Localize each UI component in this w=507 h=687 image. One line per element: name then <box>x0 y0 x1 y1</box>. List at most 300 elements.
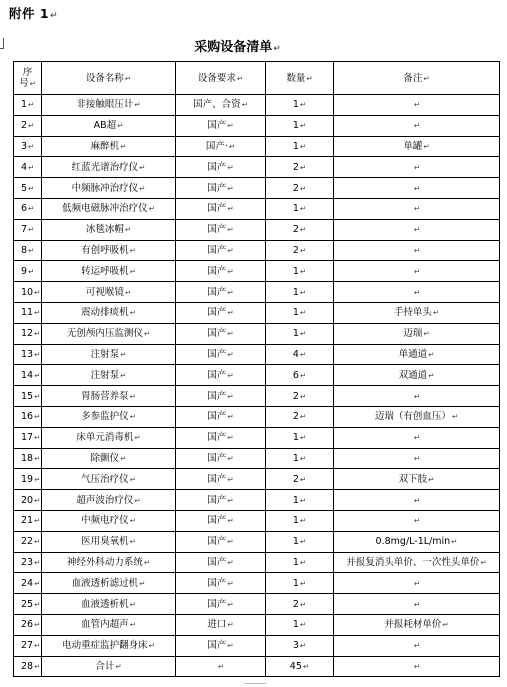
paragraph-mark-icon: ↵ <box>413 516 421 526</box>
paragraph-mark-icon: ↵ <box>28 245 35 255</box>
cell-name <box>42 115 176 136</box>
cell-no <box>14 490 42 511</box>
table-row <box>14 386 500 407</box>
cell-qty-text: 1 <box>292 140 299 152</box>
cell-name-text: AB超 <box>93 120 117 132</box>
cell-req <box>176 198 266 219</box>
paragraph-mark-icon: ↵ <box>34 433 41 443</box>
paragraph-mark-icon: ↵ <box>227 329 234 339</box>
paragraph-mark-icon: ↵ <box>34 516 41 526</box>
cell-no-text: 3 <box>21 140 28 152</box>
paragraph-mark-icon: ↵ <box>299 412 307 422</box>
paragraph-mark-icon: ↵ <box>117 121 124 131</box>
cell-name-text: 中频脉冲治疗仪 <box>71 182 139 194</box>
paragraph-mark-icon: ↵ <box>227 620 234 630</box>
cell-name-text: 血液透析滤过机 <box>71 577 139 589</box>
cell-no-text: 15 <box>21 390 34 402</box>
cell-name <box>42 261 176 282</box>
cell-name-text: 可视喉镜 <box>85 286 124 298</box>
cell-name-text: 注射泵 <box>90 348 120 360</box>
cell-name-text: 合计 <box>95 660 115 672</box>
paragraph-mark-icon: ↵ <box>299 162 307 172</box>
cell-req-text: 国产 <box>207 120 227 132</box>
table-row <box>14 282 500 303</box>
table-row <box>14 469 500 490</box>
cell-req <box>176 282 266 303</box>
cell-qty-text: 1 <box>292 452 299 464</box>
paragraph-mark-icon: ↵ <box>299 516 307 526</box>
cell-note <box>334 302 500 323</box>
paragraph-mark-icon: ↵ <box>442 620 449 630</box>
paragraph-mark-icon: ↵ <box>124 225 132 235</box>
cell-name-text: 血液透析机 <box>81 598 129 610</box>
paragraph-mark-icon: ↵ <box>124 287 132 297</box>
cell-note-text: 迈瑞（有创血压） <box>374 411 451 423</box>
cell-note-text: 双下肢 <box>398 473 428 485</box>
cell-qty <box>266 656 334 677</box>
cell-note <box>334 157 500 178</box>
cell-no <box>14 573 42 594</box>
cell-no <box>14 635 42 656</box>
cell-req <box>176 510 266 531</box>
paragraph-mark-icon: ↵ <box>129 599 136 609</box>
cell-qty-text: 4 <box>292 348 299 360</box>
cell-name-text: 医用臭氧机 <box>81 536 129 548</box>
cell-no <box>14 240 42 261</box>
paragraph-mark-icon: ↵ <box>129 537 136 547</box>
paragraph-mark-icon: ↵ <box>227 578 234 588</box>
cell-req-text: 国产 <box>207 244 227 256</box>
paragraph-mark-icon: ↵ <box>227 183 234 193</box>
cell-note-text: 迈瑞 <box>403 328 423 340</box>
paragraph-mark-icon: ↵ <box>227 433 234 443</box>
cell-name-text: 气压治疗仪 <box>81 473 129 485</box>
cell-no-text: 25 <box>21 598 34 610</box>
col-header-no: 序 号↵ <box>14 62 42 95</box>
cell-req <box>176 427 266 448</box>
cell-req-text: 国产 <box>207 473 227 485</box>
cell-name-text: 神经外科动力系统 <box>66 556 143 568</box>
paragraph-mark-icon: ↵ <box>413 391 421 401</box>
table-row <box>14 656 500 677</box>
paragraph-mark-icon: ↵ <box>129 308 136 318</box>
cell-no <box>14 178 42 199</box>
cell-req-text: 国产 <box>207 515 227 527</box>
cell-no-text: 7 <box>21 224 28 236</box>
paragraph-mark-icon: ↵ <box>28 204 35 214</box>
cell-qty <box>266 365 334 386</box>
cell-req <box>176 469 266 490</box>
cell-name-text: 中频电疗仪 <box>81 515 129 527</box>
paragraph-mark-icon: ↵ <box>228 141 236 151</box>
paragraph-mark-icon: ↵ <box>423 141 430 151</box>
cell-req <box>176 344 266 365</box>
paragraph-mark-icon: ↵ <box>227 495 234 505</box>
cell-note <box>334 95 500 116</box>
paragraph-mark-icon: ↵ <box>273 44 281 54</box>
paragraph-mark-icon: ↵ <box>299 578 307 588</box>
cell-qty-text: 1 <box>292 619 299 631</box>
paragraph-mark-icon: ↵ <box>299 557 307 567</box>
cell-no <box>14 656 42 677</box>
cell-note <box>334 136 500 157</box>
paragraph-mark-icon: ↵ <box>28 141 35 151</box>
cell-qty-text: 2 <box>292 161 299 173</box>
cell-no <box>14 614 42 635</box>
cell-no-text: 21 <box>21 515 34 527</box>
paragraph-mark-icon: ↵ <box>34 391 41 401</box>
cell-no-text: 27 <box>21 640 34 652</box>
paragraph-mark-icon: ↵ <box>299 183 307 193</box>
cell-no-text: 26 <box>21 619 34 631</box>
cell-note <box>334 448 500 469</box>
paragraph-mark-icon: ↵ <box>227 349 234 359</box>
paragraph-mark-icon: ↵ <box>217 661 225 671</box>
cell-name-text: 有创呼吸机 <box>81 244 129 256</box>
paragraph-mark-icon: ↵ <box>148 641 155 651</box>
cell-req-text: 国产 <box>207 265 227 277</box>
cell-name-text: 转运呼吸机 <box>81 265 129 277</box>
cell-qty-text: 1 <box>292 556 299 568</box>
cell-qty-text: 1 <box>292 328 299 340</box>
cell-name <box>42 573 176 594</box>
paragraph-mark-icon: ↵ <box>451 412 459 422</box>
paragraph-mark-icon: ↵ <box>299 433 307 443</box>
attachment-label <box>9 4 58 22</box>
table-row <box>14 157 500 178</box>
cell-qty <box>266 302 334 323</box>
cell-qty <box>266 552 334 573</box>
cell-req-text: 国产 <box>207 307 227 319</box>
cell-no <box>14 157 42 178</box>
cell-note <box>334 406 500 427</box>
cell-qty-text: 1 <box>292 577 299 589</box>
cell-note <box>334 594 500 615</box>
table-row <box>14 198 500 219</box>
cell-name-text: 冰毯冰帽 <box>85 224 124 236</box>
paragraph-mark-icon: ↵ <box>129 620 136 630</box>
cell-no <box>14 531 42 552</box>
cell-no <box>14 136 42 157</box>
cell-note <box>334 614 500 635</box>
cell-qty <box>266 469 334 490</box>
paragraph-mark-icon: ↵ <box>139 578 146 588</box>
cell-note-text: 手持单头 <box>393 307 432 319</box>
cell-no <box>14 427 42 448</box>
paragraph-mark-icon: ↵ <box>299 537 307 547</box>
cell-qty <box>266 136 334 157</box>
cell-note-text: 并报耗材单价 <box>384 619 442 631</box>
cell-note <box>334 282 500 303</box>
cell-note <box>334 323 500 344</box>
paragraph-mark-icon: ↵ <box>299 599 307 609</box>
cell-no <box>14 365 42 386</box>
cell-qty <box>266 198 334 219</box>
table-row <box>14 531 500 552</box>
cell-name <box>42 157 176 178</box>
cell-name-text: 无创颅内压监测仪 <box>66 328 143 340</box>
cell-qty <box>266 95 334 116</box>
table-row <box>14 302 500 323</box>
table-row <box>14 448 500 469</box>
paragraph-mark-icon: ↵ <box>413 661 421 671</box>
cell-req <box>176 178 266 199</box>
cell-req-text: 国产 <box>207 328 227 340</box>
paragraph-mark-icon: ↵ <box>227 557 234 567</box>
table-row <box>14 635 500 656</box>
table-row <box>14 219 500 240</box>
cell-req-text: 国产 <box>207 411 227 423</box>
cell-no-text: 18 <box>21 452 34 464</box>
paragraph-mark-icon: ↵ <box>299 141 307 151</box>
paragraph-mark-icon: ↵ <box>413 287 421 297</box>
cell-no <box>14 261 42 282</box>
paragraph-mark-icon: ↵ <box>227 162 234 172</box>
cell-qty <box>266 406 334 427</box>
cell-no <box>14 282 42 303</box>
paragraph-mark-icon: ↵ <box>451 537 458 547</box>
cell-name-text: 低频电磁脉冲治疗仪 <box>62 203 148 215</box>
cell-qty <box>266 386 334 407</box>
cell-qty-text: 1 <box>292 286 299 298</box>
paragraph-mark-icon: ↵ <box>129 391 136 401</box>
paragraph-mark-icon: ↵ <box>227 204 234 214</box>
paragraph-mark-icon: ↵ <box>413 453 421 463</box>
cell-req-text: 国产 <box>207 203 227 215</box>
paragraph-mark-icon: ↵ <box>143 557 151 567</box>
cell-no-text: 5 <box>21 182 28 194</box>
paragraph-mark-icon: ↵ <box>50 11 59 21</box>
cell-qty-text: 2 <box>292 224 299 236</box>
cell-name <box>42 302 176 323</box>
cell-note <box>334 656 500 677</box>
paragraph-mark-icon: ↵ <box>28 100 35 110</box>
cell-req <box>176 490 266 511</box>
cell-req-text: 国产 <box>207 182 227 194</box>
paragraph-mark-icon: ↵ <box>129 474 136 484</box>
col-header-qty: 数量↵ <box>266 62 334 95</box>
title-text: 采购设备清单 <box>194 40 273 55</box>
cell-qty <box>266 531 334 552</box>
paragraph-mark-icon: ↵ <box>34 474 41 484</box>
paragraph-mark-icon: ↵ <box>413 495 421 505</box>
paragraph-mark-icon: ↵ <box>299 287 307 297</box>
cell-req-text: 国产 <box>207 536 227 548</box>
paragraph-mark-icon: ↵ <box>227 308 234 318</box>
attachment-text: 附件 1 <box>9 6 50 21</box>
paragraph-mark-icon: ↵ <box>413 245 421 255</box>
paragraph-mark-icon: ↵ <box>34 412 41 422</box>
paragraph-mark-icon: ↵ <box>299 204 307 214</box>
cell-qty-text: 1 <box>292 99 299 111</box>
cell-note <box>334 386 500 407</box>
paragraph-mark-icon: ↵ <box>34 599 41 609</box>
cell-no-text: 13 <box>21 348 34 360</box>
paragraph-mark-icon: ↵ <box>28 121 35 131</box>
cell-no <box>14 510 42 531</box>
paragraph-mark-icon: ↵ <box>28 162 35 172</box>
cell-no-text: 19 <box>21 473 34 485</box>
paragraph-mark-icon: ↵ <box>129 412 136 422</box>
paragraph-mark-icon: ↵ <box>227 516 234 526</box>
paragraph-mark-icon: ↵ <box>34 495 41 505</box>
cell-name-text: 麻醉机 <box>90 140 120 152</box>
cell-name <box>42 531 176 552</box>
table-row <box>14 323 500 344</box>
paragraph-mark-icon: ↵ <box>299 225 307 235</box>
cell-qty-text: 1 <box>292 536 299 548</box>
paragraph-mark-icon: ↵ <box>413 599 421 609</box>
paragraph-mark-icon: ↵ <box>34 308 41 318</box>
cell-no-text: 2 <box>21 120 28 132</box>
cell-qty-text: 2 <box>292 182 299 194</box>
cell-req-text: 国产 <box>207 640 227 652</box>
paragraph-mark-icon: ↵ <box>299 266 307 276</box>
cell-no-text: 22 <box>21 536 34 548</box>
cell-note-text: 并报复消头单价、一次性头单价 <box>346 556 480 568</box>
cell-qty <box>266 573 334 594</box>
table-row <box>14 95 500 116</box>
cell-req-text: 国产 <box>207 369 227 381</box>
paragraph-mark-icon: ↵ <box>120 453 127 463</box>
paragraph-mark-icon: ↵ <box>34 620 41 630</box>
paragraph-mark-icon: ↵ <box>34 370 41 380</box>
cell-no-text: 14 <box>21 369 34 381</box>
page-bottom-mark <box>244 683 266 686</box>
cell-name <box>42 178 176 199</box>
paragraph-mark-icon: ↵ <box>299 308 307 318</box>
cell-no <box>14 386 42 407</box>
paragraph-mark-icon: ↵ <box>299 453 307 463</box>
cell-req-text: 国产、合资 <box>193 99 241 111</box>
cell-name-text: 除颤仪 <box>90 452 120 464</box>
page-title <box>0 36 475 55</box>
cell-req <box>176 240 266 261</box>
col-header-req: 设备要求↵ <box>176 62 266 95</box>
cell-no-text: 9 <box>21 265 28 277</box>
paragraph-mark-icon: ↵ <box>34 287 41 297</box>
table-row <box>14 240 500 261</box>
table-row <box>14 552 500 573</box>
cell-req <box>176 323 266 344</box>
cell-req <box>176 261 266 282</box>
cell-no-text: 28 <box>21 660 34 672</box>
cell-req <box>176 136 266 157</box>
cell-no-text: 20 <box>21 494 34 506</box>
paragraph-mark-icon: ↵ <box>120 349 127 359</box>
cell-note <box>334 261 500 282</box>
cell-note <box>334 469 500 490</box>
paragraph-mark-icon: ↵ <box>299 329 307 339</box>
paragraph-mark-icon: ↵ <box>129 516 136 526</box>
table-row <box>14 510 500 531</box>
cell-note <box>334 490 500 511</box>
table-row <box>14 365 500 386</box>
cell-no-text: 1 <box>21 99 28 111</box>
cell-req <box>176 448 266 469</box>
paragraph-mark-icon: ↵ <box>413 162 421 172</box>
cell-qty-text: 2 <box>292 411 299 423</box>
cell-name <box>42 282 176 303</box>
cell-no <box>14 323 42 344</box>
cell-note <box>334 219 500 240</box>
cell-qty-text: 1 <box>292 307 299 319</box>
cell-req-text: 国产 <box>207 598 227 610</box>
paragraph-mark-icon: ↵ <box>120 141 127 151</box>
table-row <box>14 614 500 635</box>
paragraph-mark-icon: ↵ <box>428 474 435 484</box>
table-row <box>14 136 500 157</box>
paragraph-mark-icon: ↵ <box>428 370 435 380</box>
cell-qty-text: 1 <box>292 432 299 444</box>
equipment-table <box>13 61 500 677</box>
cell-qty-text: 2 <box>292 244 299 256</box>
cell-name <box>42 552 176 573</box>
cell-name <box>42 386 176 407</box>
cell-no-text: 6 <box>21 203 28 215</box>
cell-req-text: 国产 <box>207 432 227 444</box>
cell-note <box>334 427 500 448</box>
cell-qty-text: 1 <box>292 203 299 215</box>
cell-name-text: 震动排痰机 <box>81 307 129 319</box>
cell-qty-text: 1 <box>292 265 299 277</box>
cell-note <box>334 573 500 594</box>
cell-no <box>14 95 42 116</box>
paragraph-mark-icon: ↵ <box>34 453 41 463</box>
cell-req <box>176 365 266 386</box>
cell-name <box>42 95 176 116</box>
cell-req <box>176 635 266 656</box>
paragraph-mark-icon: ↵ <box>28 266 35 276</box>
cell-note <box>334 115 500 136</box>
cell-qty-text: 1 <box>292 494 299 506</box>
cell-req <box>176 406 266 427</box>
cell-req-text: 国产 <box>207 577 227 589</box>
cell-req-text: 国产 <box>207 494 227 506</box>
paragraph-mark-icon: ↵ <box>480 557 487 567</box>
cell-no-text: 10 <box>21 286 34 298</box>
cell-qty <box>266 510 334 531</box>
paragraph-mark-icon: ↵ <box>34 537 41 547</box>
cell-note <box>334 198 500 219</box>
paragraph-mark-icon: ↵ <box>28 225 35 235</box>
paragraph-mark-icon: ↵ <box>34 578 41 588</box>
cell-qty <box>266 282 334 303</box>
cell-req-text: 国产 <box>207 556 227 568</box>
cell-qty-text: 6 <box>292 369 299 381</box>
paragraph-mark-icon: ↵ <box>34 557 41 567</box>
paragraph-mark-icon: ↵ <box>432 308 440 318</box>
paragraph-mark-icon: ↵ <box>120 370 127 380</box>
cell-qty <box>266 448 334 469</box>
paragraph-mark-icon: ↵ <box>299 370 307 380</box>
paragraph-mark-icon: ↵ <box>299 641 307 651</box>
cell-name <box>42 469 176 490</box>
paragraph-mark-icon: ↵ <box>299 245 307 255</box>
cell-name <box>42 240 176 261</box>
cell-no <box>14 406 42 427</box>
paragraph-mark-icon: ↵ <box>413 641 421 651</box>
cell-qty-text: 3 <box>292 640 299 652</box>
cell-req <box>176 552 266 573</box>
col-header-note: 备注↵ <box>334 62 500 95</box>
paragraph-mark-icon: ↵ <box>299 474 307 484</box>
table-row <box>14 490 500 511</box>
cell-qty <box>266 157 334 178</box>
paragraph-mark-icon: ↵ <box>134 495 141 505</box>
table-row <box>14 427 500 448</box>
cell-qty-text: 1 <box>292 515 299 527</box>
